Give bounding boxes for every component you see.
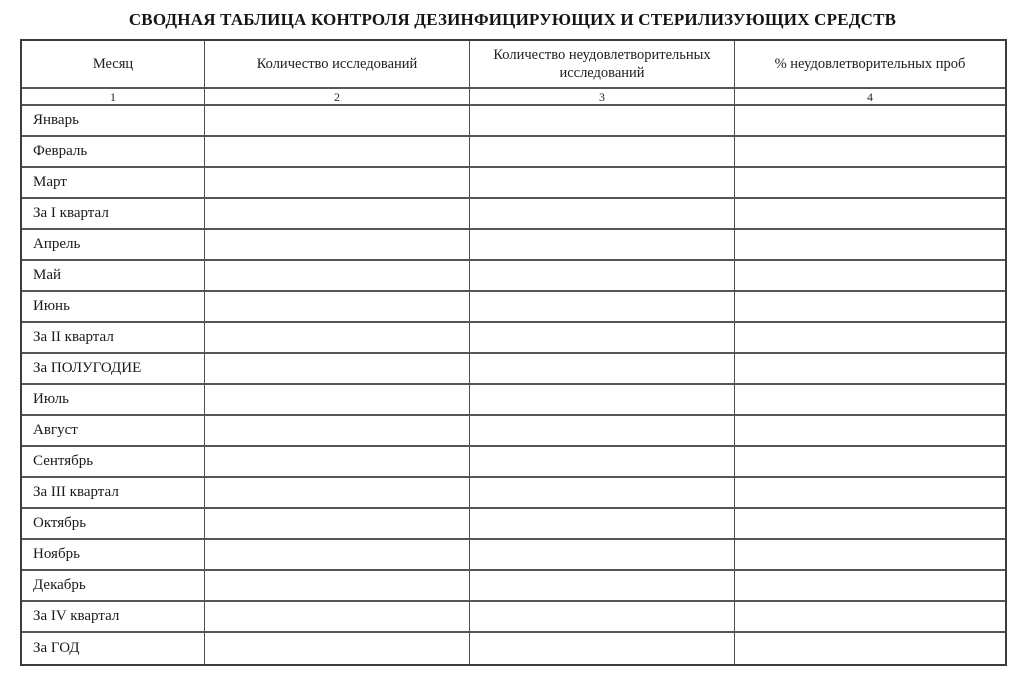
- column-number: 2: [205, 89, 470, 106]
- unsat-cell: [470, 292, 735, 323]
- month-cell: Март: [22, 168, 205, 199]
- month-cell: Февраль: [22, 137, 205, 168]
- column-number: 4: [735, 89, 1005, 106]
- studies-cell: [205, 168, 470, 199]
- unsat-cell: [470, 509, 735, 540]
- month-cell: Сентябрь: [22, 447, 205, 478]
- column-header-unsat: Количество неудовлетворительных исследований: [470, 41, 735, 89]
- studies-cell: [205, 509, 470, 540]
- unsat-cell: [470, 602, 735, 633]
- table-row-april: [22, 230, 1005, 261]
- table-row-quarter-2: [22, 323, 1005, 354]
- month-cell: Июль: [22, 385, 205, 416]
- column-header-percent: % неудовлетворительных проб: [735, 41, 1005, 89]
- percent-cell: [735, 385, 1005, 416]
- unsat-cell: [470, 261, 735, 292]
- month-cell: Апрель: [22, 230, 205, 261]
- unsat-cell: [470, 323, 735, 354]
- unsat-cell: [470, 106, 735, 137]
- unsat-cell: [470, 540, 735, 571]
- unsat-cell: [470, 447, 735, 478]
- studies-cell: [205, 416, 470, 447]
- percent-cell: [735, 168, 1005, 199]
- column-number: 1: [22, 89, 205, 106]
- header-row: [22, 41, 1005, 89]
- table-row-year: [22, 633, 1005, 664]
- table-row-half-year: [22, 354, 1005, 385]
- table-row-quarter-4: [22, 602, 1005, 633]
- table-row-quarter-1: [22, 199, 1005, 230]
- percent-cell: [735, 571, 1005, 602]
- studies-cell: [205, 323, 470, 354]
- table-row-january: [22, 106, 1005, 137]
- unsat-cell: [470, 571, 735, 602]
- studies-cell: [205, 540, 470, 571]
- table-row-december: [22, 571, 1005, 602]
- table-row-october: [22, 509, 1005, 540]
- unsat-cell: [470, 354, 735, 385]
- studies-cell: [205, 106, 470, 137]
- unsat-cell: [470, 199, 735, 230]
- month-cell: Ноябрь: [22, 540, 205, 571]
- column-number: 3: [470, 89, 735, 106]
- percent-cell: [735, 478, 1005, 509]
- table-row-june: [22, 292, 1005, 323]
- column-number-row: [22, 89, 1005, 106]
- percent-cell: [735, 323, 1005, 354]
- month-cell: Июнь: [22, 292, 205, 323]
- unsat-cell: [470, 385, 735, 416]
- month-cell: За ПОЛУГОДИЕ: [22, 354, 205, 385]
- month-cell: За I квартал: [22, 199, 205, 230]
- studies-cell: [205, 447, 470, 478]
- summary-table: [20, 39, 1007, 666]
- table-row-september: [22, 447, 1005, 478]
- studies-cell: [205, 571, 470, 602]
- month-cell: Январь: [22, 106, 205, 137]
- percent-cell: [735, 292, 1005, 323]
- month-cell: Август: [22, 416, 205, 447]
- percent-cell: [735, 230, 1005, 261]
- month-cell: За III квартал: [22, 478, 205, 509]
- studies-cell: [205, 261, 470, 292]
- percent-cell: [735, 137, 1005, 168]
- month-cell: Май: [22, 261, 205, 292]
- table-row-november: [22, 540, 1005, 571]
- studies-cell: [205, 633, 470, 664]
- month-cell: Декабрь: [22, 571, 205, 602]
- unsat-cell: [470, 478, 735, 509]
- table-row-quarter-3: [22, 478, 1005, 509]
- column-header-studies: Количество исследований: [205, 41, 470, 89]
- unsat-cell: [470, 137, 735, 168]
- table-row-march: [22, 168, 1005, 199]
- studies-cell: [205, 230, 470, 261]
- percent-cell: [735, 354, 1005, 385]
- percent-cell: [735, 509, 1005, 540]
- studies-cell: [205, 354, 470, 385]
- unsat-cell: [470, 633, 735, 664]
- percent-cell: [735, 261, 1005, 292]
- percent-cell: [735, 416, 1005, 447]
- unsat-cell: [470, 416, 735, 447]
- studies-cell: [205, 602, 470, 633]
- unsat-cell: [470, 230, 735, 261]
- month-cell: Октябрь: [22, 509, 205, 540]
- percent-cell: [735, 106, 1005, 137]
- percent-cell: [735, 199, 1005, 230]
- percent-cell: [735, 447, 1005, 478]
- table-row-may: [22, 261, 1005, 292]
- unsat-cell: [470, 168, 735, 199]
- table-row-february: [22, 137, 1005, 168]
- studies-cell: [205, 385, 470, 416]
- studies-cell: [205, 292, 470, 323]
- month-cell: За II квартал: [22, 323, 205, 354]
- table-row-august: [22, 416, 1005, 447]
- studies-cell: [205, 137, 470, 168]
- studies-cell: [205, 478, 470, 509]
- percent-cell: [735, 540, 1005, 571]
- percent-cell: [735, 633, 1005, 664]
- table-row-july: [22, 385, 1005, 416]
- studies-cell: [205, 199, 470, 230]
- percent-cell: [735, 602, 1005, 633]
- document-title: СВОДНАЯ ТАБЛИЦА КОНТРОЛЯ ДЕЗИНФИЦИРУЮЩИХ И СТЕРИЛИЗУЮЩИХ СРЕДСТВ: [128, 10, 897, 29]
- column-header-month: Месяц: [22, 41, 205, 89]
- month-cell: За IV квартал: [22, 602, 205, 633]
- month-cell: За ГОД: [22, 633, 205, 664]
